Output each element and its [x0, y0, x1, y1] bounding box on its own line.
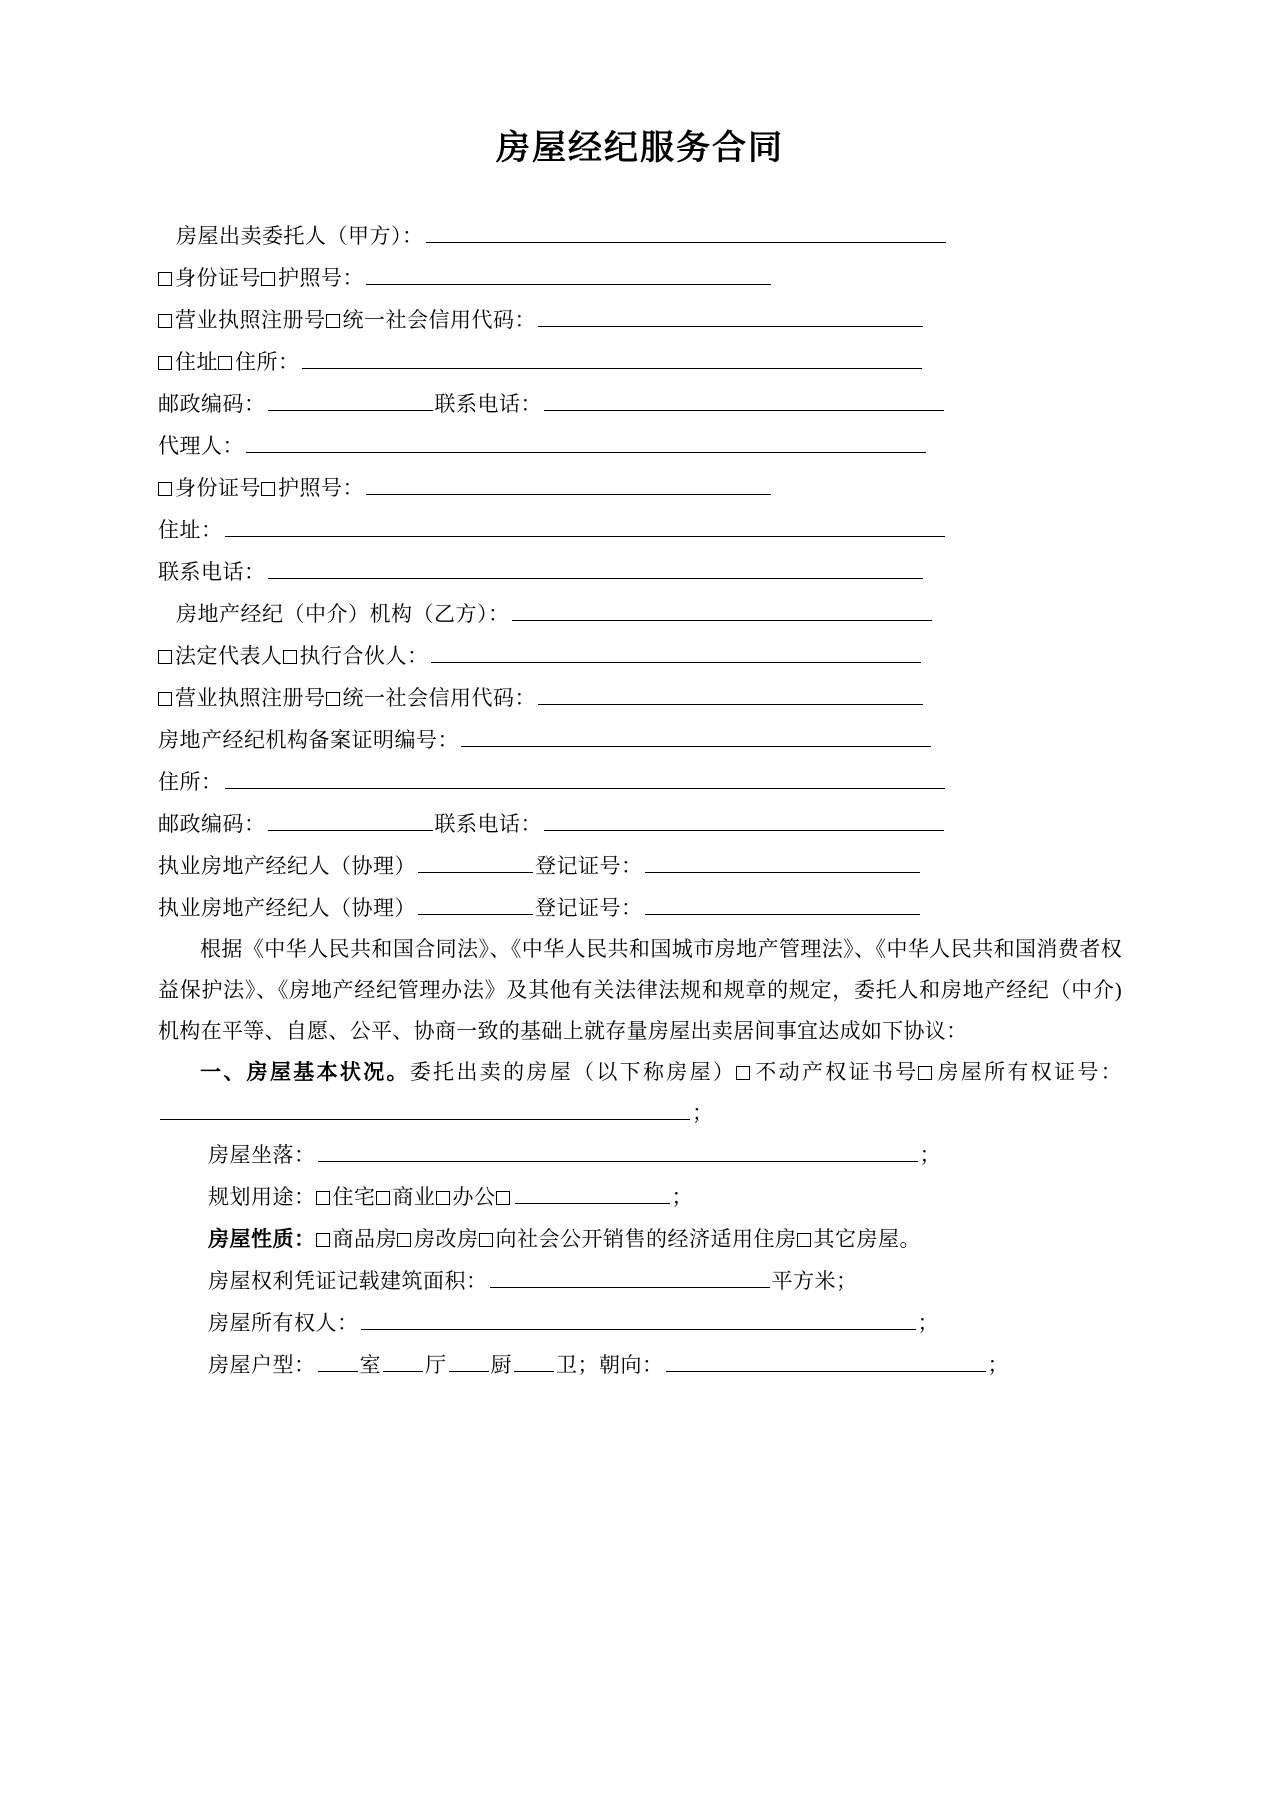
field-row-agency-postcode-phone — [158, 803, 1122, 845]
checkbox-icon[interactable] — [158, 272, 172, 286]
field-label: 规划用途： — [208, 1185, 316, 1209]
field-label: 执业房地产经纪人（协理） — [158, 896, 416, 920]
field-label: 邮政编码： — [158, 812, 266, 836]
option-label: 其它房屋。 — [813, 1227, 921, 1251]
field-input-agent-id[interactable] — [366, 475, 771, 495]
field-input-kitchens[interactable] — [449, 1352, 489, 1372]
field-input-agency-postcode[interactable] — [268, 811, 433, 831]
field-row-agent-person — [158, 425, 1122, 467]
field-tail: ； — [987, 1353, 1009, 1377]
field-row-agent-address — [158, 509, 1122, 551]
article-one-intro-text: 委托出卖的房屋（以下称房屋） — [409, 1060, 737, 1084]
field-input-seller-license[interactable] — [538, 307, 923, 327]
field-input-owner[interactable] — [361, 1310, 916, 1330]
checkbox-icon[interactable] — [479, 1233, 493, 1247]
field-label: 身份证号 — [175, 266, 261, 290]
article-one-option-2: 房屋所有权证号： — [935, 1060, 1122, 1084]
field-row-agent-id — [158, 467, 1122, 509]
checkbox-icon[interactable] — [158, 482, 172, 496]
field-label-alt: 联系电话： — [434, 812, 542, 836]
field-label: 住址 — [175, 350, 218, 374]
field-label-alt: 住所： — [235, 350, 300, 374]
field-row-broker-2 — [158, 887, 1122, 929]
option-label: 房改房 — [414, 1227, 479, 1251]
checkbox-icon[interactable] — [261, 482, 275, 496]
checkbox-icon[interactable] — [261, 272, 275, 286]
field-label: 房地产经纪机构备案证明编号： — [158, 728, 459, 752]
checkbox-icon[interactable] — [496, 1191, 510, 1205]
field-input-building-area[interactable] — [490, 1268, 770, 1288]
field-label: 联系电话： — [158, 560, 266, 584]
field-label-alt: 护照号： — [278, 476, 364, 500]
field-input-agency-phone[interactable] — [544, 811, 944, 831]
field-label-alt: 执行合伙人： — [299, 644, 429, 668]
checkbox-icon[interactable] — [218, 356, 232, 370]
seller-section — [158, 215, 1122, 593]
field-label: 邮政编码： — [158, 392, 266, 416]
field-label: 住址： — [158, 518, 223, 542]
field-label: 房地产经纪（中介）机构（乙方）： — [176, 602, 510, 626]
field-input-orientation[interactable] — [666, 1352, 986, 1372]
field-row-seller-address — [158, 341, 1122, 383]
field-label: 房屋出卖委托人（甲方）： — [176, 224, 424, 248]
field-label-alt: 统一社会信用代码： — [342, 686, 536, 710]
field-input-house-location[interactable] — [318, 1142, 918, 1162]
field-input-seller-address[interactable] — [302, 349, 922, 369]
field-row-house-nature — [158, 1218, 1122, 1260]
option-label: 办公 — [452, 1185, 496, 1209]
field-input-baths[interactable] — [514, 1352, 554, 1372]
field-input-planned-use-other[interactable] — [515, 1184, 670, 1204]
checkbox-icon[interactable] — [158, 356, 172, 370]
field-row-seller-postcode-phone — [158, 383, 1122, 425]
field-row-agent-phone — [158, 551, 1122, 593]
field-input-broker-1-regno[interactable] — [645, 853, 920, 873]
field-tail: ； — [919, 1143, 941, 1167]
field-label-alt: 统一社会信用代码： — [342, 308, 536, 332]
field-label: 房屋权利凭证记载建筑面积： — [208, 1269, 488, 1293]
field-input-agent-address[interactable] — [225, 517, 945, 537]
field-row-agency-filing-no — [158, 719, 1122, 761]
checkbox-icon[interactable] — [158, 692, 172, 706]
field-row-house-layout — [158, 1344, 1122, 1386]
field-label: 身份证号 — [175, 476, 261, 500]
field-label: 房屋所有权人： — [208, 1311, 359, 1335]
field-row-agency-license — [158, 677, 1122, 719]
field-row-house-location — [158, 1134, 1122, 1176]
option-label: 向社会公开销售的经济适用住房 — [495, 1227, 797, 1251]
page-title: 房屋经纪服务合同 — [496, 129, 784, 167]
field-row-building-area — [158, 1260, 1122, 1302]
field-row-agency-address — [158, 761, 1122, 803]
agency-section — [158, 593, 1122, 929]
field-input-seller-name[interactable] — [426, 223, 946, 243]
checkbox-icon[interactable] — [326, 692, 340, 706]
field-input-rooms[interactable] — [318, 1352, 358, 1372]
field-label-alt: 联系电话： — [434, 392, 542, 416]
field-tail: ； — [917, 1311, 939, 1335]
preamble-paragraph: 根据《中华人民共和国合同法》、《中华人民共和国城市房地产管理法》、《中华人民共和国消费者权益保护法》、《房地产经纪管理办法》及其他有关法律法规和规章的规定，委托人和房地产经纪（中介)机构在平等、自愿、公平、协商一致的基础上就存量房屋出卖居间事宜达成如下协议： — [158, 937, 1122, 1043]
unit-label-hall: 厅 — [425, 1353, 447, 1377]
field-input-broker-2-regno[interactable] — [645, 895, 920, 915]
checkbox-icon[interactable] — [158, 314, 172, 328]
article-one-intro: 一、房屋基本状况。委托出卖的房屋（以下称房屋） 不动产权证书号 房屋所有权证号：； — [158, 1052, 1122, 1134]
checkbox-icon[interactable] — [283, 650, 297, 664]
checkbox-icon[interactable] — [736, 1066, 750, 1080]
field-label-alt: 登记证号： — [535, 854, 643, 878]
field-label-mid: ；朝向： — [577, 1353, 664, 1377]
field-label: 法定代表人 — [175, 644, 283, 668]
field-input-agency-address[interactable] — [225, 769, 945, 789]
article-one-option-1: 不动产权证书号 — [753, 1060, 919, 1084]
field-input-agency-filing-no[interactable] — [461, 727, 931, 747]
field-input-cert-no[interactable] — [160, 1100, 690, 1120]
field-row-legal-rep — [158, 635, 1122, 677]
field-input-agency-license[interactable] — [538, 685, 923, 705]
option-label: 商品房 — [332, 1227, 397, 1251]
unit-label-kitchen: 厨 — [490, 1353, 512, 1377]
field-row-agency-name — [158, 593, 1122, 635]
unit-label-bath: 卫 — [556, 1353, 578, 1377]
unit-label-room: 室 — [359, 1353, 381, 1377]
field-row-broker-1 — [158, 845, 1122, 887]
field-input-seller-postcode[interactable] — [268, 391, 433, 411]
field-label-alt: 登记证号： — [535, 896, 643, 920]
field-label: 住所： — [158, 770, 223, 794]
checkbox-icon[interactable] — [436, 1191, 450, 1205]
field-input-seller-phone[interactable] — [544, 391, 944, 411]
option-label: 商业 — [392, 1185, 436, 1209]
field-input-seller-id[interactable] — [366, 265, 771, 285]
field-label-alt: 护照号： — [278, 266, 364, 290]
field-input-legal-rep[interactable] — [431, 643, 921, 663]
field-row-seller-license — [158, 299, 1122, 341]
field-input-agency-name[interactable] — [512, 601, 932, 621]
field-input-broker-2-name[interactable] — [418, 895, 533, 915]
checkbox-icon[interactable] — [397, 1233, 411, 1247]
field-row-owner — [158, 1302, 1122, 1344]
field-label: 房屋坐落： — [208, 1143, 316, 1167]
checkbox-icon[interactable] — [316, 1191, 330, 1205]
field-row-seller-id — [158, 257, 1122, 299]
field-label: 执业房地产经纪人（协理） — [158, 854, 416, 878]
option-label: 住宅 — [332, 1185, 376, 1209]
checkbox-icon[interactable] — [918, 1066, 932, 1080]
field-label: 房屋性质： — [208, 1227, 316, 1251]
field-label: 房屋户型： — [208, 1353, 316, 1377]
field-label: 营业执照注册号 — [175, 308, 326, 332]
field-label: 代理人： — [158, 434, 244, 458]
field-input-broker-1-name[interactable] — [418, 853, 533, 873]
article-one-heading: 一、房屋基本状况。 — [200, 1060, 410, 1084]
checkbox-icon[interactable] — [158, 650, 172, 664]
checkbox-icon[interactable] — [797, 1233, 811, 1247]
field-row-planned-use — [158, 1176, 1122, 1218]
field-input-halls[interactable] — [383, 1352, 423, 1372]
field-tail: ； — [671, 1185, 693, 1209]
checkbox-icon[interactable] — [376, 1191, 390, 1205]
field-tail: 平方米； — [771, 1269, 858, 1293]
field-row-seller-name — [158, 215, 1122, 257]
article-one — [158, 1052, 1122, 1386]
field-input-agent-phone[interactable] — [268, 559, 923, 579]
checkbox-icon[interactable] — [316, 1233, 330, 1247]
field-input-agent-person[interactable] — [246, 433, 926, 453]
checkbox-icon[interactable] — [326, 314, 340, 328]
field-label: 营业执照注册号 — [175, 686, 326, 710]
